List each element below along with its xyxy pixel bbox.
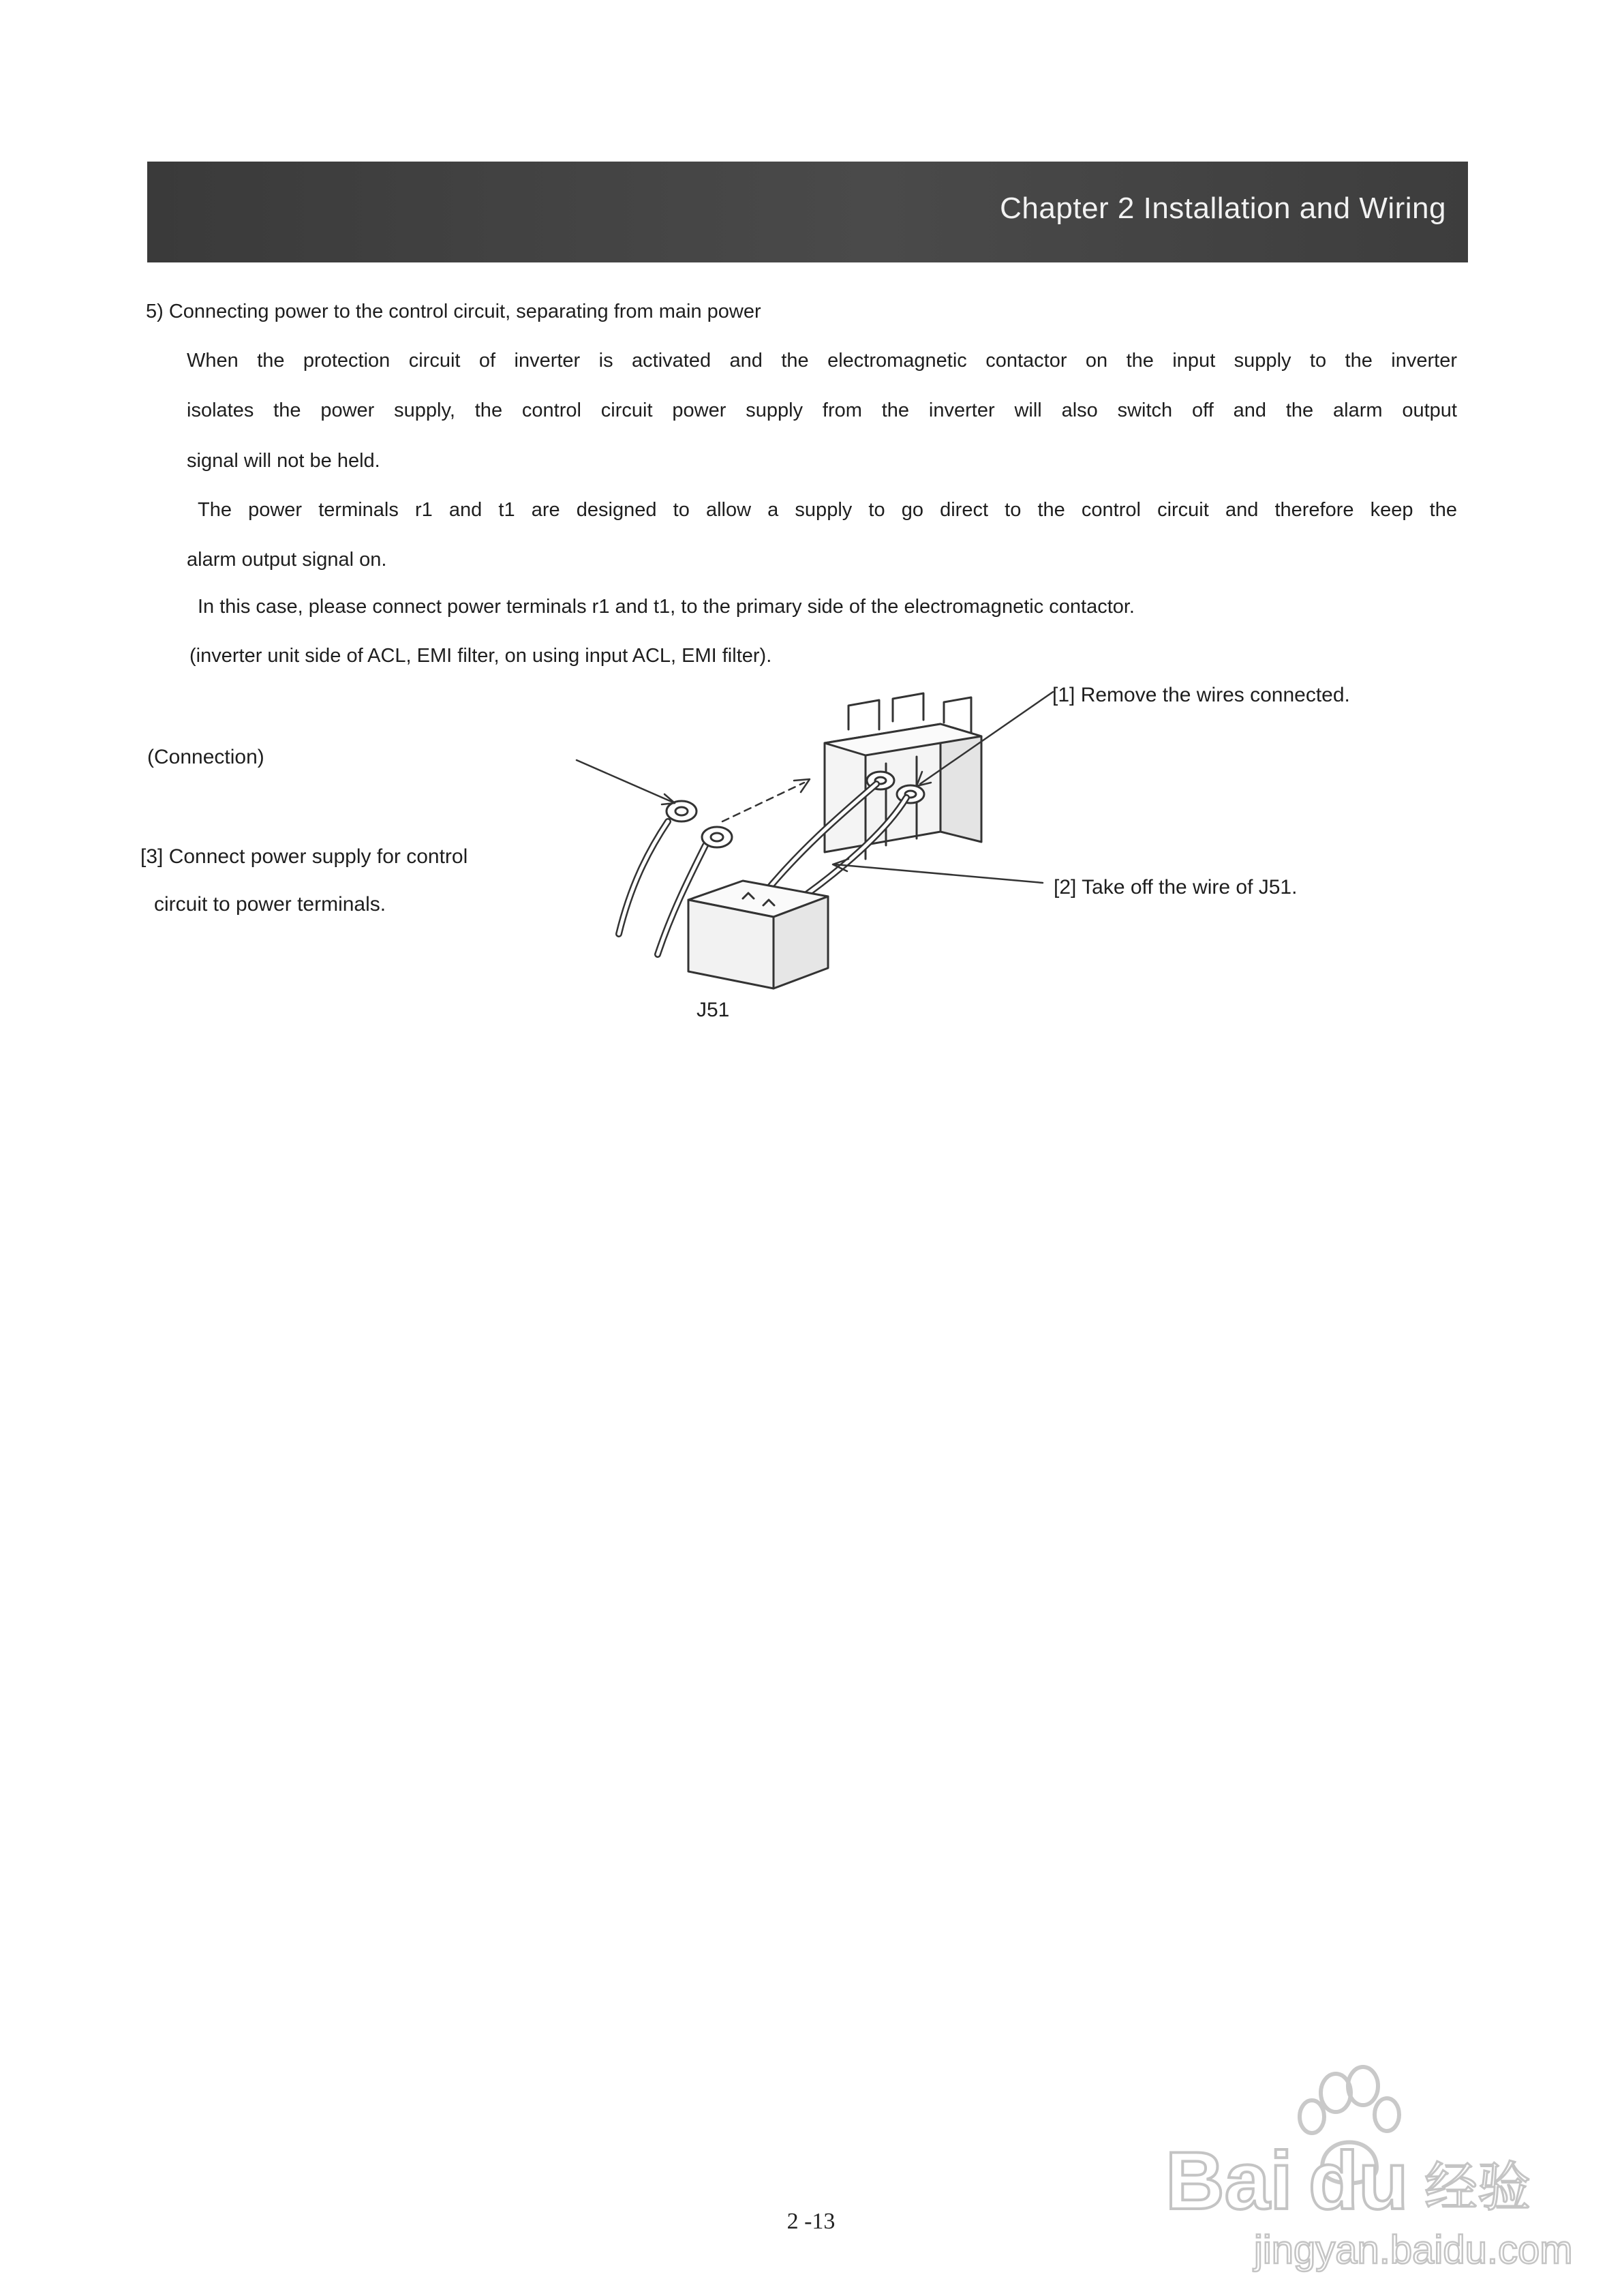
paragraph3-line2: (inverter unit side of ACL, EMI filter, on using input ACL, EMI filter).: [189, 645, 772, 667]
terminal-block: [825, 693, 981, 859]
wiring-illustration: [559, 682, 1445, 1063]
svg-text:jingyan.baidu.com: jingyan.baidu.com: [1254, 2228, 1573, 2272]
baidu-jingyan-watermark: [1152, 2052, 1573, 2277]
step1-label: [1] Remove the wires connected.: [1052, 684, 1350, 706]
paragraph1-line3: signal will not be held.: [187, 450, 380, 472]
chapter-title: Chapter 2 Installation and Wiring: [1000, 192, 1446, 225]
paragraph3-line1: In this case, please connect power terminals r1 and t1, to the primary side of the electromagnetic contactor.: [198, 596, 1135, 618]
j51-connector: [688, 881, 828, 988]
step2-label: [2] Take off the wire of J51.: [1054, 876, 1298, 898]
section-heading: 5) Connecting power to the control circuit, separating from main power: [146, 301, 761, 322]
step3-label-line2: circuit to power terminals.: [154, 893, 386, 916]
paragraph1-line1: When the protection circuit of inverter is activated and the electromagnetic contactor on the input supply to the inverter: [187, 350, 1457, 372]
page-number: 2 -13: [786, 2209, 836, 2234]
connection-label: (Connection): [147, 746, 264, 768]
paragraph2-line1: The power terminals r1 and t1 are designed to allow a supply to go direct to the control circuit and therefore keep the: [198, 499, 1457, 521]
svg-text:经验: 经验: [1424, 2157, 1531, 2218]
paragraph2-line2: alarm output signal on.: [187, 549, 387, 571]
paragraph1-line2: isolates the power supply, the control circuit power supply from the inverter will also switch off and the alarm output: [187, 399, 1457, 421]
svg-text:Bai: Bai: [1165, 2135, 1293, 2226]
j51-label: J51: [697, 999, 730, 1021]
svg-text:du: du: [1309, 2135, 1409, 2226]
chapter-header-bar: [147, 162, 1468, 262]
step3-label-line1: [3] Connect power supply for control: [140, 845, 468, 868]
